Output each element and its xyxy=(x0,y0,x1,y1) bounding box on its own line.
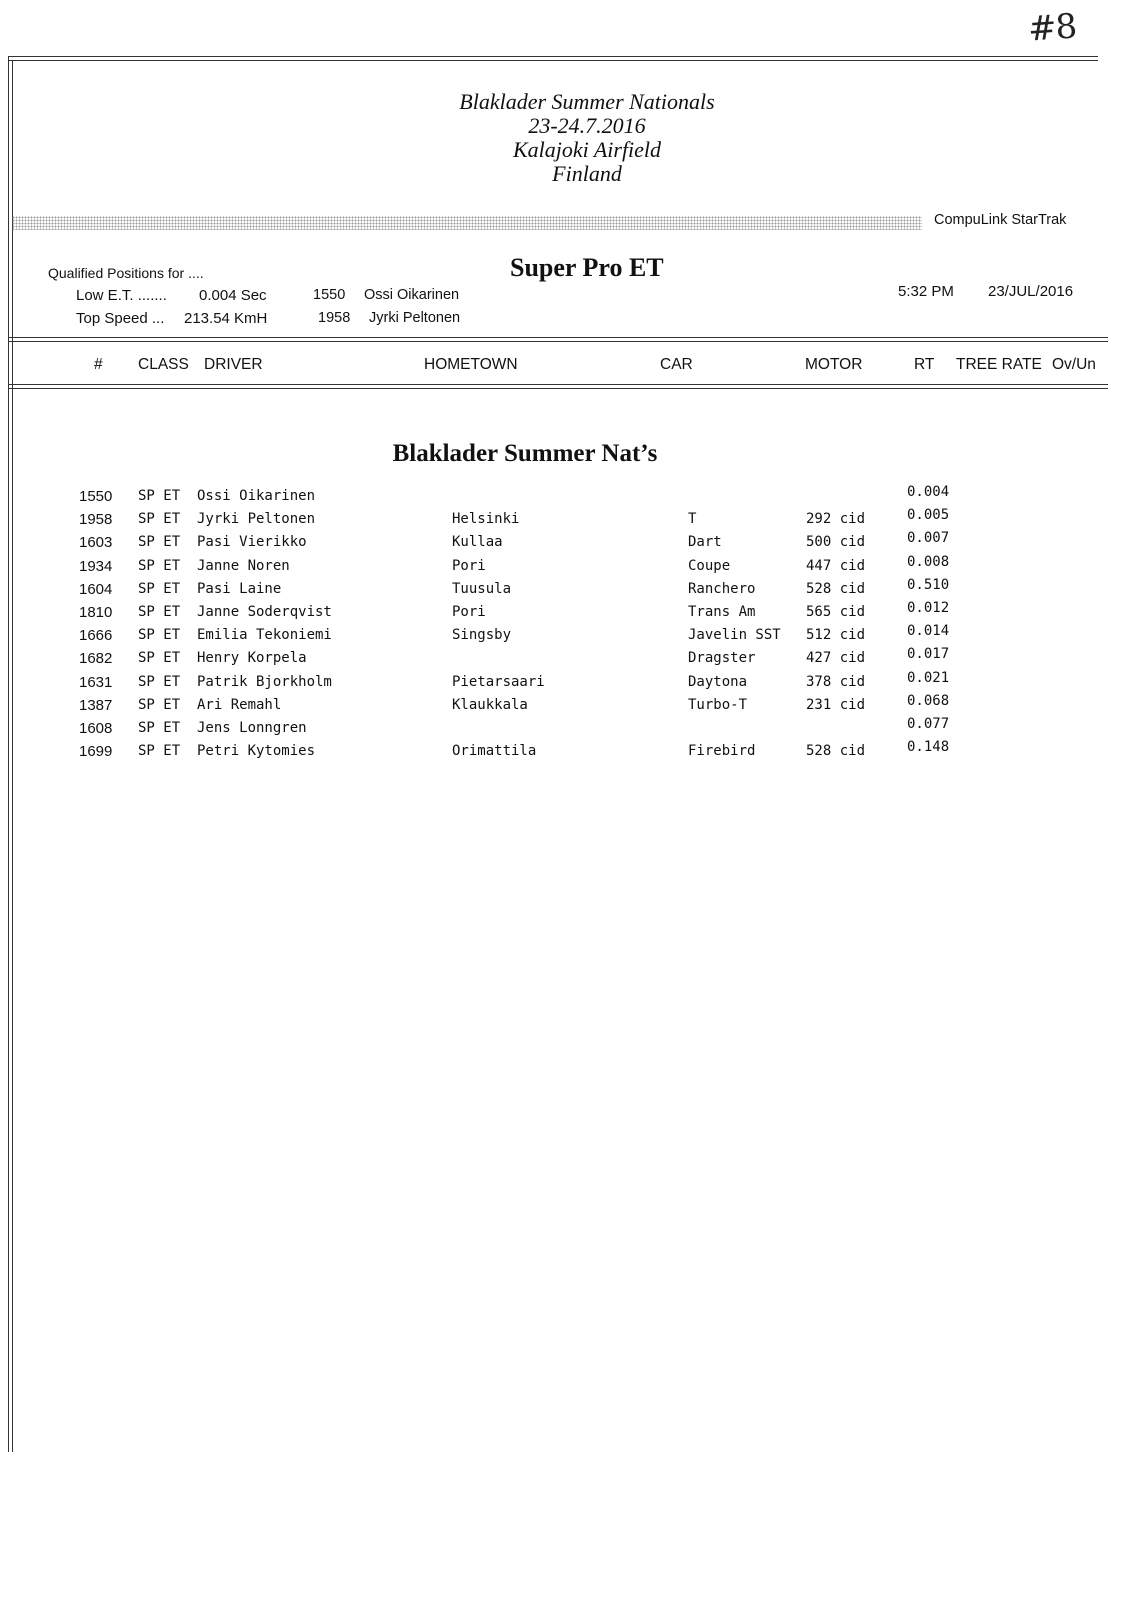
cell-car: Javelin SST xyxy=(688,627,781,644)
cell-rt: 0.077 xyxy=(907,716,950,732)
cell-class: SP ET xyxy=(138,650,181,667)
cell-rt: 0.510 xyxy=(907,576,950,593)
cell-car-number: 1608 xyxy=(79,720,113,737)
col-header-tree-rate: TREE RATE xyxy=(956,356,1042,373)
col-header-motor: MOTOR xyxy=(805,356,863,373)
cell-hometown: Kullaa xyxy=(452,534,503,551)
col-header-hometown: HOMETOWN xyxy=(424,356,518,373)
cell-hometown: Tuusula xyxy=(452,580,512,597)
col-header-driver: DRIVER xyxy=(204,356,263,373)
low-et-car-number: 1550 xyxy=(313,287,346,303)
cell-class: SP ET xyxy=(138,604,181,620)
cell-class: SP ET xyxy=(138,627,181,644)
low-et-label: Low E.T. ....... xyxy=(76,287,167,304)
event-country: Finland xyxy=(552,161,622,186)
cell-class: SP ET xyxy=(138,557,181,574)
cell-driver: Patrik Bjorkholm xyxy=(197,673,332,690)
vendor-label: CompuLink StarTrak xyxy=(934,212,1067,228)
cell-car: Dragster xyxy=(688,650,756,667)
cell-hometown: Helsinki xyxy=(452,511,520,528)
cell-motor: 231 cid xyxy=(806,696,866,713)
cell-car-number: 1934 xyxy=(79,557,113,575)
top-speed-driver: Jyrki Peltonen xyxy=(369,310,461,326)
cell-driver: Ossi Oikarinen xyxy=(197,488,316,504)
top-speed-value: 213.54 KmH xyxy=(184,310,268,327)
cell-car-number: 1682 xyxy=(79,650,113,668)
col-header-class: CLASS xyxy=(138,356,189,373)
report-time: 5:32 PM xyxy=(898,283,954,300)
cell-hometown: Orimattila xyxy=(452,743,537,760)
qualified-label: Qualified Positions for .... xyxy=(48,265,204,281)
cell-car: Coupe xyxy=(688,557,731,574)
cell-driver: Jyrki Peltonen xyxy=(197,511,316,528)
cell-car: Ranchero xyxy=(688,580,756,597)
cell-motor: 292 cid xyxy=(806,511,866,528)
cell-driver: Ari Remahl xyxy=(197,696,282,713)
cell-class: SP ET xyxy=(138,696,181,713)
cell-rt: 0.012 xyxy=(907,600,950,616)
event-venue: Kalajoki Airfield xyxy=(512,137,662,162)
cell-car: Daytona xyxy=(688,673,748,690)
cell-driver: Henry Korpela xyxy=(197,650,307,667)
cell-hometown: Pori xyxy=(452,604,486,620)
cell-rt: 0.017 xyxy=(907,646,950,663)
cell-rt: 0.068 xyxy=(907,692,950,709)
cell-class: SP ET xyxy=(138,488,181,504)
cell-car: T xyxy=(688,511,697,528)
cell-class: SP ET xyxy=(138,580,181,597)
cell-motor: 528 cid xyxy=(806,743,866,760)
cell-rt: 0.005 xyxy=(907,507,950,524)
cell-motor: 378 cid xyxy=(806,673,866,690)
col-header-number: # xyxy=(94,356,103,373)
results-title: Blaklader Summer Nat’s xyxy=(392,440,658,467)
cell-rt: 0.014 xyxy=(907,623,950,640)
cell-car-number: 1666 xyxy=(79,627,113,645)
cell-motor: 565 cid xyxy=(806,604,866,620)
cell-rt: 0.004 xyxy=(907,484,950,500)
cell-hometown: Pietarsaari xyxy=(452,673,545,690)
cell-car-number: 1550 xyxy=(79,488,113,505)
event-dates: 23-24.7.2016 xyxy=(528,113,646,138)
cell-hometown: Klaukkala xyxy=(452,696,528,713)
cell-driver: Pasi Vierikko xyxy=(197,534,307,551)
top-speed-label: Top Speed ... xyxy=(76,310,165,327)
cell-car-number: 1958 xyxy=(79,511,113,529)
cell-car-number: 1387 xyxy=(79,696,113,714)
cell-motor: 500 cid xyxy=(806,534,866,551)
event-name: Blaklader Summer Nationals xyxy=(459,89,715,114)
top-speed-car-number: 1958 xyxy=(318,310,351,326)
cell-class: SP ET xyxy=(138,673,181,690)
cell-hometown: Singsby xyxy=(452,627,512,644)
cell-car: Turbo-T xyxy=(688,696,748,713)
cell-car-number: 1810 xyxy=(79,604,113,621)
cell-driver: Pasi Laine xyxy=(197,580,282,597)
page-mark: #8 xyxy=(1026,6,1078,50)
cell-car-number: 1604 xyxy=(79,580,113,598)
cell-class: SP ET xyxy=(138,720,181,736)
cell-class: SP ET xyxy=(138,743,181,760)
col-header-rt: RT xyxy=(914,356,935,373)
cell-class: SP ET xyxy=(138,534,181,551)
class-title: Super Pro ET xyxy=(510,253,664,282)
cell-car: Trans Am xyxy=(688,604,756,620)
cell-car-number: 1603 xyxy=(79,534,113,552)
cell-car-number: 1631 xyxy=(79,673,113,691)
cell-driver: Jens Lonngren xyxy=(197,720,307,736)
col-header-ov-un: Ov/Un xyxy=(1052,356,1096,373)
cell-car: Dart xyxy=(688,534,722,551)
report-date: 23/JUL/2016 xyxy=(988,283,1074,300)
cell-driver: Emilia Tekoniemi xyxy=(197,627,332,644)
cell-car: Firebird xyxy=(688,743,756,760)
cell-rt: 0.007 xyxy=(907,530,950,547)
cell-rt: 0.148 xyxy=(907,739,950,756)
cell-motor: 512 cid xyxy=(806,627,866,644)
cell-driver: Petri Kytomies xyxy=(197,743,316,760)
cell-motor: 528 cid xyxy=(806,580,866,597)
cell-motor: 447 cid xyxy=(806,557,866,574)
cell-car-number: 1699 xyxy=(79,743,113,761)
low-et-driver: Ossi Oikarinen xyxy=(364,287,460,303)
cell-rt: 0.021 xyxy=(907,669,950,686)
cell-motor: 427 cid xyxy=(806,650,866,667)
cell-driver: Janne Soderqvist xyxy=(197,604,332,620)
cell-driver: Janne Noren xyxy=(197,557,290,574)
cell-class: SP ET xyxy=(138,511,181,528)
low-et-value: 0.004 Sec xyxy=(199,287,267,304)
cell-rt: 0.008 xyxy=(907,553,950,570)
cell-hometown: Pori xyxy=(452,557,486,574)
col-header-car: CAR xyxy=(660,356,693,373)
